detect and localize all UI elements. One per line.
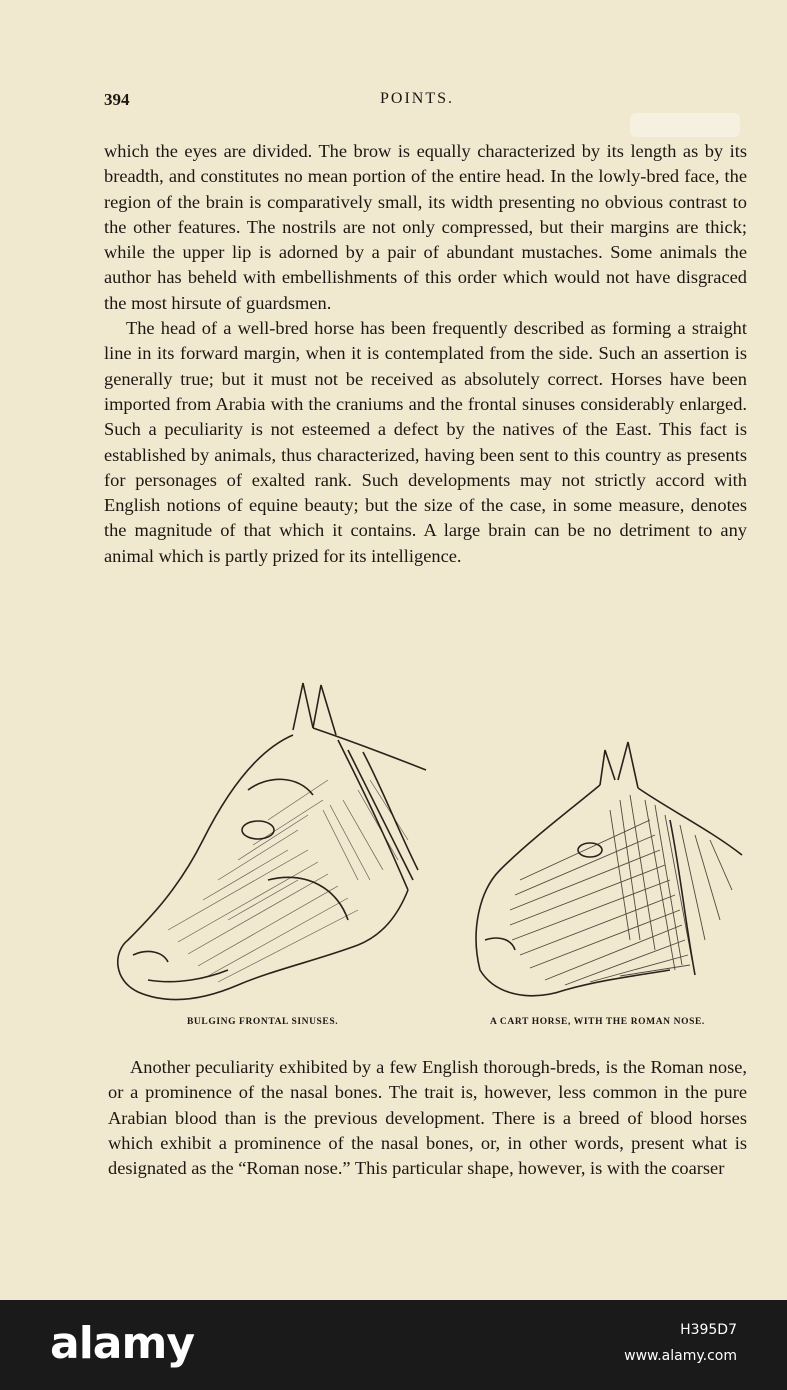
caption-right: A CART HORSE, WITH THE ROMAN NOSE.: [490, 1017, 705, 1027]
horse-head-engraving-left: [108, 680, 428, 1010]
caption-left: BULGING FRONTAL SINUSES.: [187, 1017, 339, 1027]
paragraph-2: The head of a well-bred horse has been frequently described as forming a straight line in its forward margin, when it is contemplated from the side. Such an assertion is generally true; but it must not be received as absolutely correct. Horses have been imported from Arabia with the craniums and the frontal sinuses considerably enlarged. Such a peculiarity is not esteemed a defect by the natives of the East. This fact is established by animals, thus characterized, having been sent to this country as presents for personages of exalted rank. Such developments may not strictly accord with English notions of equine beauty; but the size of the case, in some measure, denotes the magnitude of that which it contains. A large brain can be no detriment to any animal which is partly prized for its intelligence.: [104, 318, 747, 566]
site-url: www.alamy.com: [624, 1348, 737, 1364]
text-block-top: [104, 139, 747, 569]
text-block-bottom: [108, 1055, 747, 1181]
figure-bulging-frontal-sinuses: [108, 680, 428, 1010]
watermark-shape: [630, 105, 745, 145]
page-number: 394: [104, 90, 130, 109]
paragraph-1: which the eyes are divided. The brow is equally characterized by its length as by its breadth, and constitutes no mean portion of the entire head. In the lowly-bred face, the region of the brain is comparatively small, its width presenting no obvious contrast to the other features. The nostrils are not only compressed, but their margins are thick; while the upper lip is adorned by a pair of abundant mustaches. Some animals the author has beheld with embellishments of this order which would not have disgraced the most hirsute of guardsmen.: [104, 141, 747, 313]
figure-cart-horse-roman-nose: [470, 740, 750, 1010]
image-id: H395D7: [680, 1322, 737, 1338]
stock-footer-bar: [0, 1300, 787, 1390]
alamy-logo: alamy: [50, 1318, 194, 1369]
paragraph-3: Another peculiarity exhibited by a few English thorough-breds, is the Roman nose, or a prominence of the nasal bones. The trait is, however, less common in the pure Arabian blood than is the previous development. There is a breed of blood horses which exhibit a prominence of the nasal bones, or, in other words, present what is designated as the “Roman nose.” This particular shape, however, is with the coarser: [108, 1057, 747, 1179]
header-title: POINTS.: [380, 90, 455, 107]
horse-head-engraving-right: [470, 740, 750, 1010]
